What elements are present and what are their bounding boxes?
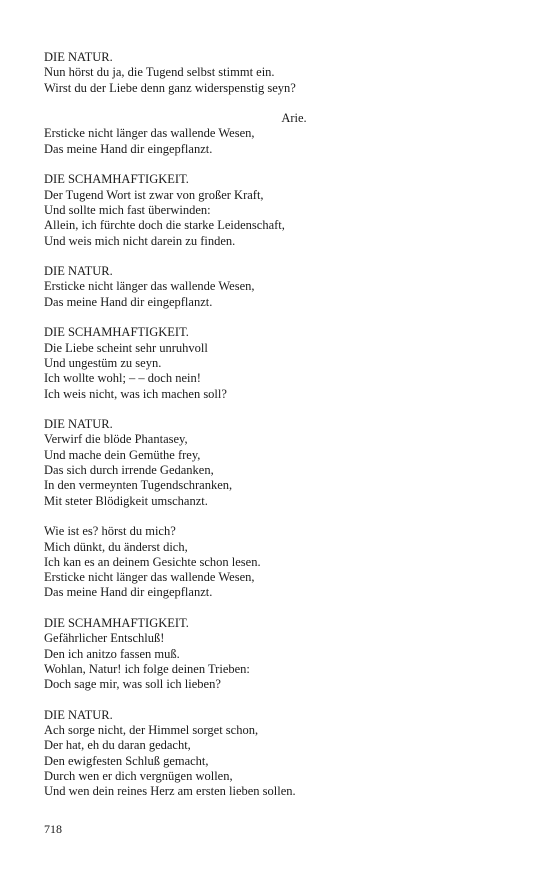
verse-line: Und weis mich nicht darein zu finden. (44, 233, 236, 248)
stanza (44, 616, 514, 692)
verse-line: Verwirf die blöde Phantasey, (44, 432, 188, 447)
libretto-text (44, 50, 514, 800)
verse-line: Wie ist es? hörst du mich? (44, 524, 176, 539)
speaker-name: DIE SCHAMHAFTIGKEIT. (44, 172, 189, 187)
stanza (44, 524, 514, 600)
verse-line: In den vermeynten Tugendschranken, (44, 478, 233, 493)
stanza (44, 111, 514, 157)
verse-line: Und ungestüm zu seyn. (44, 355, 162, 370)
verse-line: Wirst du der Liebe denn ganz widerspenstig seyn? (44, 80, 296, 95)
verse-line: Das meine Hand dir eingepflanzt. (44, 585, 213, 600)
stanza (44, 264, 514, 310)
verse-line: Ersticke nicht länger das wallende Wesen, (44, 570, 255, 585)
verse-line: Und wen dein reines Herz am ersten lieben sollen. (44, 784, 296, 799)
verse-line: Die Liebe scheint sehr unruhvoll (44, 340, 208, 355)
verse-line: Nun hörst du ja, die Tugend selbst stimmt ein. (44, 65, 275, 80)
verse-line: Der Tugend Wort ist zwar von großer Kraft, (44, 187, 264, 202)
verse-line: Das meine Hand dir eingepflanzt. (44, 141, 213, 156)
verse-line: Der hat, eh du daran gedacht, (44, 738, 191, 753)
verse-line: Mich dünkt, du änderst dich, (44, 539, 188, 554)
verse-line: Ich weis nicht, was ich machen soll? (44, 386, 227, 401)
aria-heading: Arie. (281, 111, 307, 126)
stanza (44, 708, 514, 800)
stanza (44, 50, 514, 96)
speaker-name: DIE NATUR. (44, 417, 113, 432)
verse-line: Und sollte mich fast überwinden: (44, 202, 211, 217)
verse-line: Ich wollte wohl; – – doch nein! (44, 371, 201, 386)
speaker-name: DIE NATUR. (44, 707, 113, 722)
speaker-name: DIE SCHAMHAFTIGKEIT. (44, 325, 189, 340)
verse-line: Durch wen er dich vergnügen wollen, (44, 768, 233, 783)
verse-line: Ersticke nicht länger das wallende Wesen, (44, 279, 255, 294)
verse-line: Das meine Hand dir eingepflanzt. (44, 294, 213, 309)
verse-line: Gefährlicher Entschluß! (44, 631, 165, 646)
verse-line: Den ewigfesten Schluß gemacht, (44, 753, 209, 768)
verse-line: Ach sorge nicht, der Himmel sorget schon, (44, 723, 259, 738)
verse-line: Ich kan es an deinem Gesichte schon lesen. (44, 554, 261, 569)
verse-line: Allein, ich fürchte doch die starke Leidenschaft, (44, 218, 285, 233)
verse-line: Mit steter Blödigkeit umschanzt. (44, 493, 208, 508)
speaker-name: DIE SCHAMHAFTIGKEIT. (44, 615, 189, 630)
verse-line: Das sich durch irrende Gedanken, (44, 463, 214, 478)
stanza (44, 325, 514, 401)
speaker-name: DIE NATUR. (44, 50, 113, 64)
verse-line: Wohlan, Natur! ich folge deinen Trieben: (44, 661, 250, 676)
stanza (44, 417, 514, 509)
verse-line: Doch sage mir, was soll ich lieben? (44, 677, 221, 692)
verse-line: Und mache dein Gemüthe frey, (44, 447, 201, 462)
stanza (44, 172, 514, 248)
verse-line: Den ich anitzo fassen muß. (44, 646, 180, 661)
page-number: 718 (44, 822, 62, 836)
verse-line: Ersticke nicht länger das wallende Wesen, (44, 126, 255, 141)
speaker-name: DIE NATUR. (44, 264, 113, 279)
